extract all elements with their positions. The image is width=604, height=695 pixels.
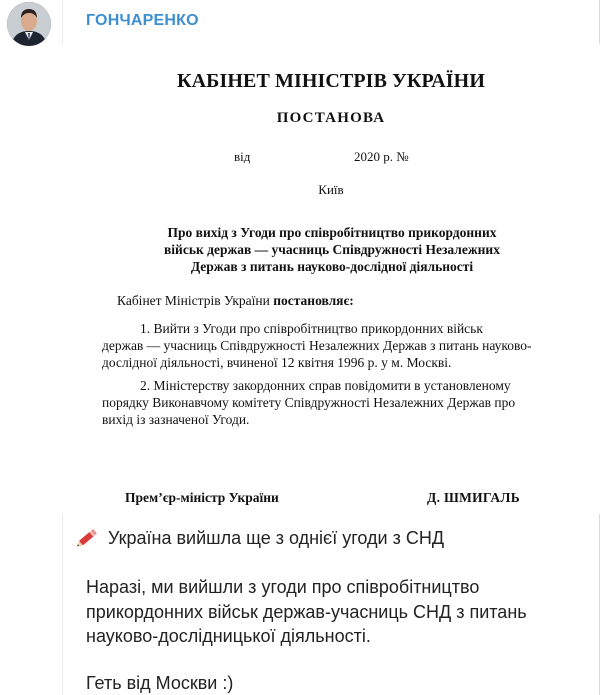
subject-line: військ держав — учасниць Співдружності Незалежних: [164, 242, 500, 257]
item-line: порядку Виконавчому комітету Співдружності Незалежних Держав про: [102, 395, 516, 410]
item-line: вихід із зазначеної Угоди.: [102, 412, 250, 427]
item-line: держав — учасниць Співдружності Незалежних Держав з питань науково-: [102, 338, 532, 353]
document-title: КАБІНЕТ МІНІСТРІВ УКРАЇНИ: [177, 70, 485, 92]
headline-text: Україна вийшла ще з однієї угоди з СНД: [108, 527, 445, 548]
document-city: Київ: [318, 182, 344, 197]
intro-bold: постановляє:: [273, 293, 354, 308]
message-headline: [74, 526, 444, 550]
document-item-2: [102, 377, 562, 428]
document-item-1: [102, 320, 562, 371]
item-line: дослідної діяльності, вчиненої 12 квітня 1996 р. у м. Москві.: [102, 355, 452, 370]
body-line: Наразі, ми вийшли з угоди про співробітництво: [86, 577, 480, 597]
document-date: 2020 р. №: [354, 149, 409, 164]
pencil-icon: [74, 526, 100, 550]
signature-title: Прем’єр-міністр України: [125, 490, 279, 505]
document-intro: [117, 293, 354, 309]
item-line: 2. Міністерству закордонних справ повідомити в установленому: [140, 378, 511, 393]
subject-line: Держав з питань науково-дослідної діяльності: [190, 259, 474, 274]
channel-avatar[interactable]: [7, 2, 51, 46]
document-type: ПОСТАНОВА: [276, 110, 386, 126]
body-line: науково-дослідницької діяльності.: [86, 626, 371, 646]
document-from-label: від: [234, 149, 251, 164]
profile-photo-icon: [7, 2, 51, 46]
document-subject: [122, 224, 542, 275]
body-line: прикордонних військ держав-учасниць СНД з питань: [86, 601, 527, 622]
message-body: [86, 575, 596, 649]
item-line: 1. Вийти з Угоди про співробітництво прикордонних військ: [140, 321, 483, 336]
document-image[interactable]: [62, 44, 600, 514]
message-closing: Геть від Москви :): [86, 673, 234, 693]
subject-line: Про вихід з Угоди про співробітництво прикордонних: [167, 225, 497, 240]
intro-text: Кабінет Міністрів України: [117, 293, 274, 308]
channel-name[interactable]: ГОНЧАРЕНКО: [86, 12, 199, 29]
signature-name: Д. ШМИГАЛЬ: [427, 490, 520, 505]
